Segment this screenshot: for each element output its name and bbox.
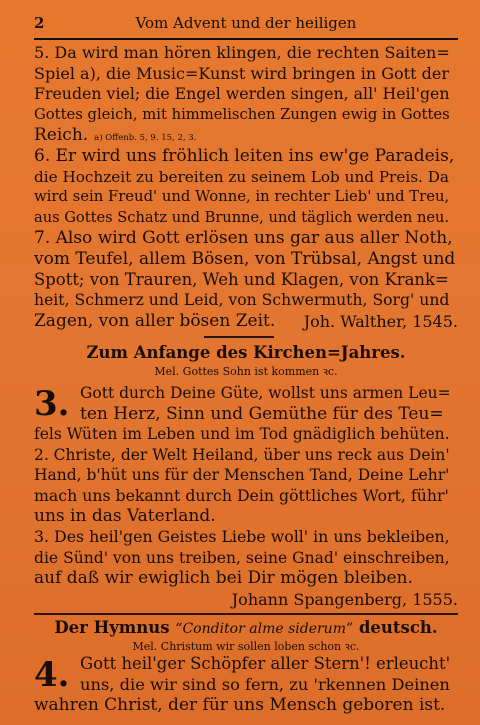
title-prefix: Der Hymnus	[54, 618, 170, 637]
verse-line: vom Teufel, allem Bösen, von Trübsal, Angst und	[34, 248, 456, 269]
section-title	[34, 618, 458, 637]
verse-line: mach uns bekannt durch Dein göttliches Wort, führ'	[34, 485, 449, 505]
hymn-text	[80, 383, 458, 424]
verse-line: die Sünd' von uns treiben, seine Gnad' einschreiben,	[34, 548, 450, 567]
verse-line: die Hochzeit zu bereiten zu seinem Lob und Preis. Da	[34, 167, 449, 186]
verse-line: uns in das Vaterland.	[34, 506, 216, 527]
hymn-text	[80, 654, 458, 695]
verse-line: 6. Er wird uns fröhlich leiten ins ew'ge Paradeis,	[34, 145, 455, 166]
page-number: 2	[34, 14, 45, 32]
hymn-continuation	[34, 43, 458, 331]
page-header	[34, 14, 458, 36]
verse-line: 2. Christe, der Welt Heiland, über uns reck aus Dein'	[34, 445, 450, 464]
verse-line	[34, 125, 458, 146]
hymn-number: 3.	[34, 384, 70, 424]
footnote: a) Offenb. 5, 9. 15, 2, 3.	[94, 133, 197, 144]
verse-line: 3. Des heil'gen Geistes Liebe woll' in uns bekleiben,	[34, 526, 450, 546]
verse-line: uns, die wir sind so fern, zu 'rkennen Deinen	[80, 674, 450, 694]
verse-line: Spiel a), die Music=Kunst wird bringen in Gott der	[34, 63, 450, 83]
melody-note: Mel. Christum wir sollen loben schon ꝛc.	[132, 640, 360, 653]
verse-line: wahren Christ, der für uns Mensch geboren ist.	[34, 695, 446, 715]
title-suffix: deutsch.	[358, 618, 438, 637]
verse-line: ten Herz, Sinn und Gemüthe für des Teu=	[80, 403, 444, 424]
author-credit: Johann Spangenberg, 1555.	[231, 590, 458, 609]
title-latin: “Conditor alme siderum”	[175, 621, 354, 637]
author-credit: Joh. Walther, 1545.	[303, 312, 458, 331]
verse-line-text: Reich.	[34, 125, 89, 146]
section-title: Zum Anfange des Kirchen=Jahres.	[86, 343, 406, 362]
verse-line: aus Gottes Schatz und Brunne, und täglich werden neu.	[34, 208, 450, 226]
verse-line: Zagen, von aller bösen Zeit.	[34, 310, 276, 331]
melody-note: Mel. Gottes Sohn ist kommen ꝛc.	[154, 365, 338, 378]
running-title: Vom Advent und der heiligen	[135, 14, 357, 32]
hymn-text-cont	[34, 695, 458, 716]
verse-line: wird sein Freud' und Wonne, in rechter Lieb' und Treu,	[34, 188, 450, 206]
verse-line: heit, Schmerz und Leid, von Schwermuth, Sorg' und	[34, 290, 450, 310]
verse-line: auf daß wir ewiglich bei Dir mögen bleiben.	[34, 568, 413, 589]
verse-line: Gott durch Deine Güte, wollst uns armen Leu=	[80, 384, 451, 402]
header-rule	[34, 38, 458, 40]
verse-line: 7. Also wird Gott erlösen uns gar aus aller Noth,	[34, 228, 453, 249]
verse-line: 5. Da wird man hören klingen, die rechten Saiten=	[34, 43, 450, 62]
section-divider	[34, 613, 458, 615]
verse-line: Hand, b'hüt uns für der Menschen Tand, Deine Lehr'	[34, 466, 450, 485]
section-divider	[204, 336, 274, 338]
hymn-number: 4.	[34, 655, 70, 695]
verse-line: Spott; von Trauren, Weh und Klagen, von Krank=	[34, 269, 449, 289]
verse-line: fels Wüten im Leben und im Tod gnädiglich behüten.	[34, 425, 450, 443]
verse-line: Gott heil'ger Schöpfer aller Stern'! erleucht'	[80, 654, 451, 673]
hymn-text-cont	[34, 424, 458, 589]
verse-line: Gottes gleich, mit himmelischen Zungen ewig in Gottes	[34, 105, 450, 123]
verse-line: Freuden viel; die Engel werden singen, all' Heil'gen	[34, 84, 450, 104]
